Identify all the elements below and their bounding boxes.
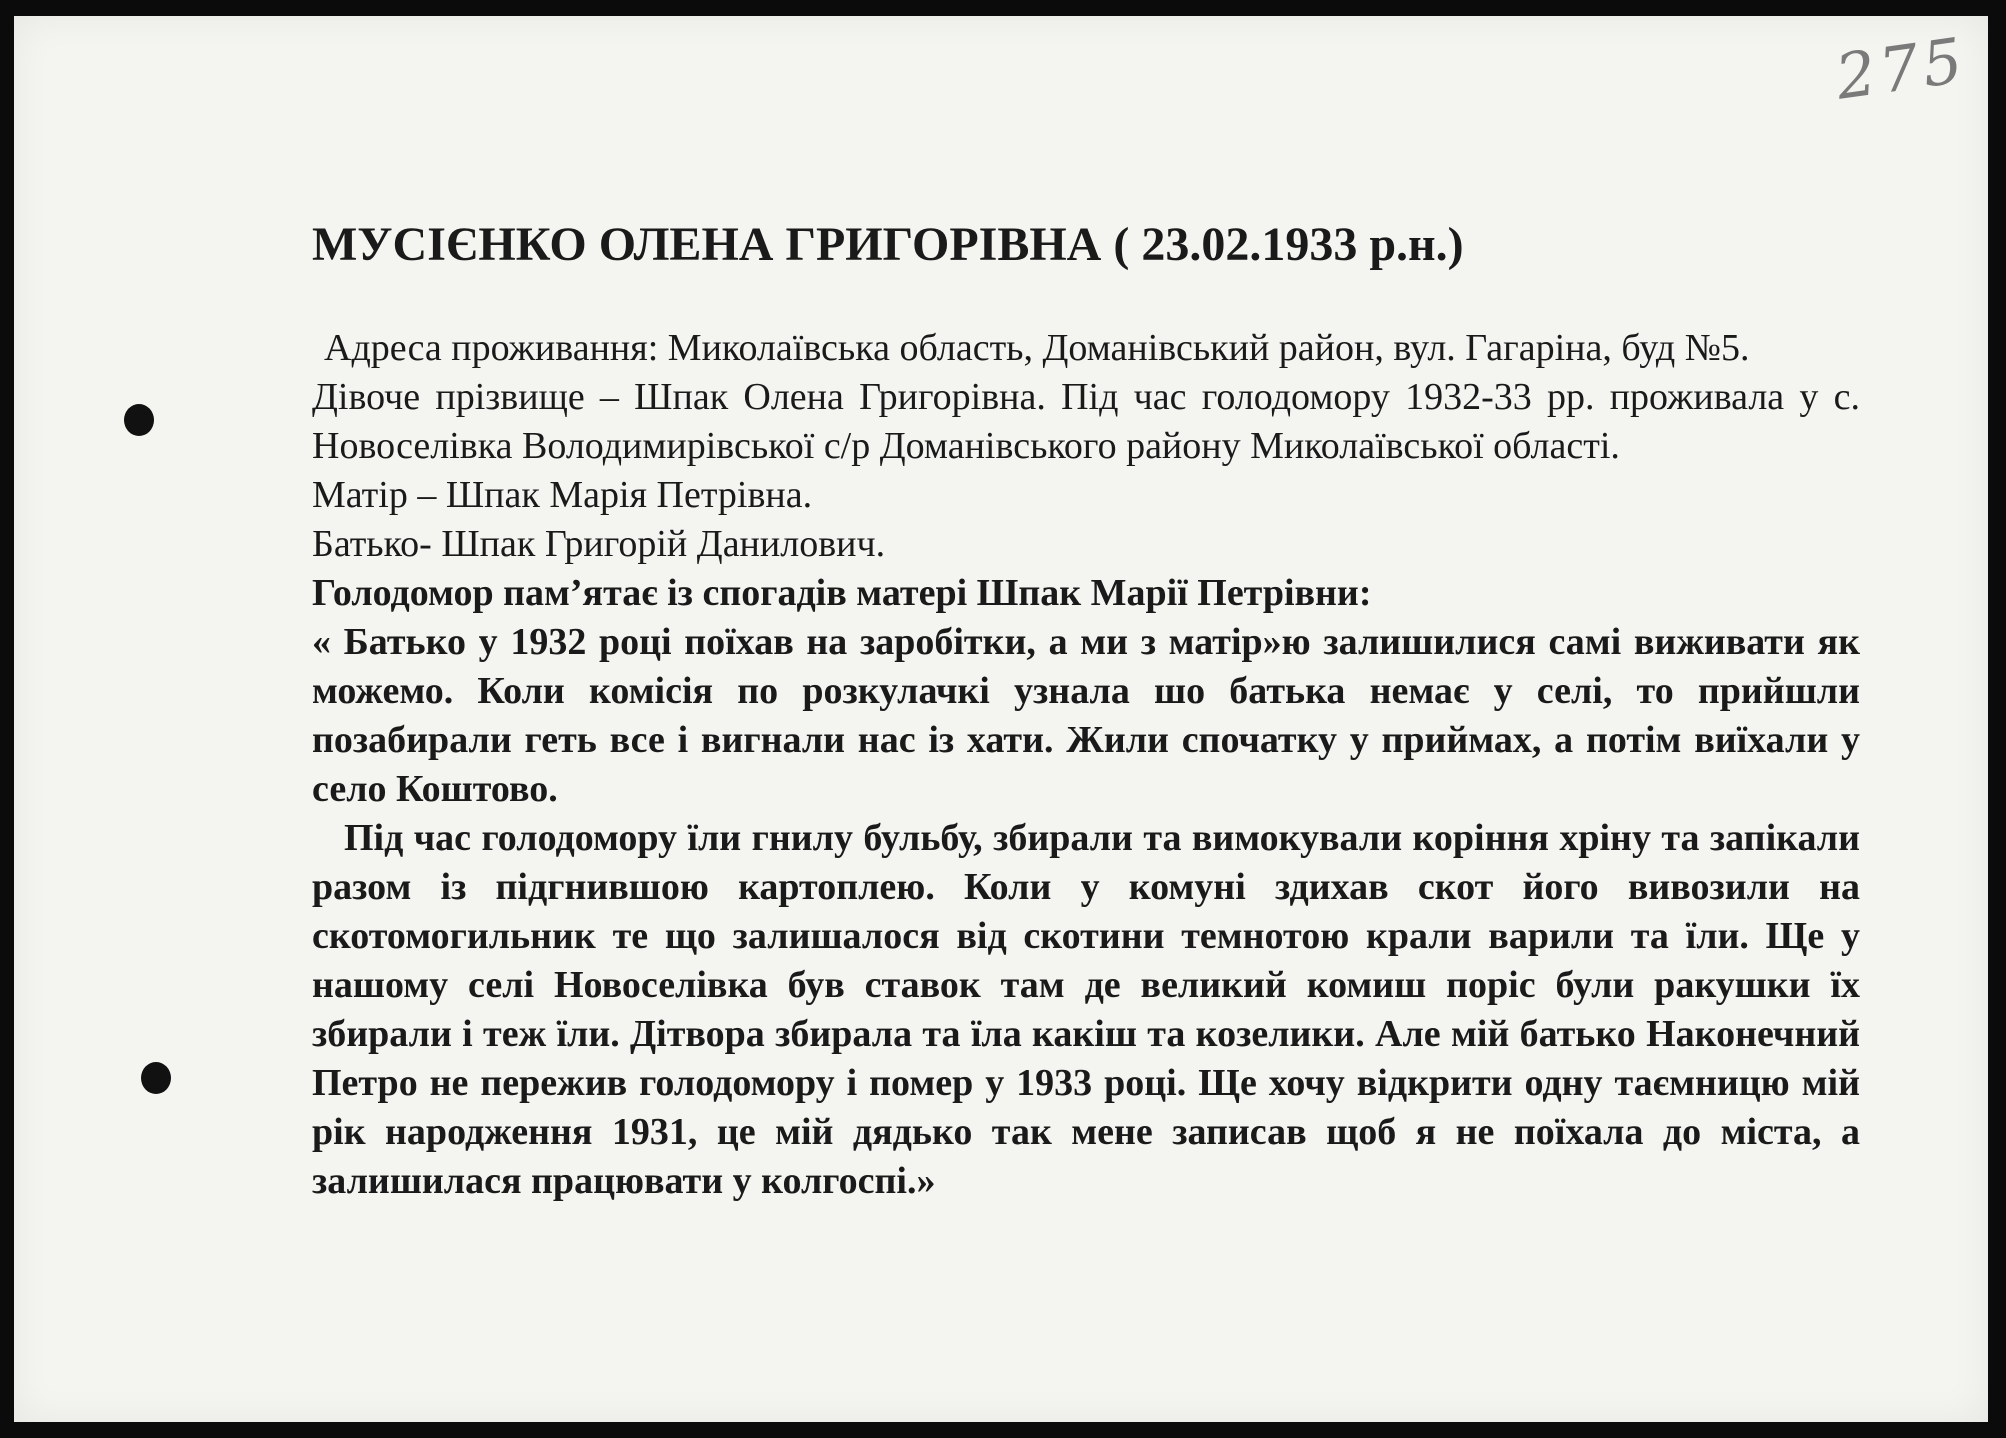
- memory-intro-line: Голодомор пам’ятає із спогадів матері Шпак Марії Петрівни:: [312, 571, 1372, 614]
- document-body: [312, 216, 1860, 1206]
- testimony-paragraph-1: « Батько у 1932 році поїхав на заробітки, а ми з матір»ю залишилися самі виживати як можемо. Коли комісія по розкулачкі узнала шо батька немає у селі, то прийшли позабирали геть все і вигнали нас із хати. Жили спочатку у приймах, а потім виїхали у село Коштово.: [312, 620, 1860, 810]
- maiden-name-paragraph: Дівоче прізвище – Шпак Олена Григорівна. Під час голодомору 1932-33 рр. проживала у с. Новоселівка Володимирівської с/р Доманівського району Миколаївської області.: [312, 375, 1860, 467]
- handwritten-page-number: 275: [1831, 23, 1971, 114]
- father-line: Батько- Шпак Григорій Данилович.: [312, 522, 886, 565]
- testimony-paragraph-2: Під час голодомору їли гнилу бульбу, збирали та вимокували коріння хріну та запікали разом із підгнившою картоплею. Коли у комуні здихав скот його вивозили на скотомогильник те що залишалося від скотини темнотою крали варили та їли. Ще у нашому селі Новоселівка був ставок там де великий комиш поріс були ракушки їх збирали і теж їли. Дітвора збирала та їла какіш та козелики. Але мій батько Наконечний Петро не пережив голодомору і помер у 1933 році. Ще хочу відкрити одну таємницю мій рік народження 1931, це мій дядько так мене записав щоб я не поїхала до міста, а залишилася працювати у колгоспі.»: [312, 816, 1860, 1202]
- mother-line: Матір – Шпак Марія Петрівна.: [312, 473, 813, 516]
- paper-sheet: [14, 16, 1988, 1422]
- punch-hole-bottom: [141, 1062, 171, 1094]
- page-title: МУСІЄНКО ОЛЕНА ГРИГОРІВНА ( 23.02.1933 р.н.): [312, 218, 1464, 271]
- punch-hole-top: [124, 404, 154, 436]
- address-paragraph: Адреса проживання: Миколаївська область, Доманівський район, вул. Гагаріна, буд №5.: [324, 326, 1750, 369]
